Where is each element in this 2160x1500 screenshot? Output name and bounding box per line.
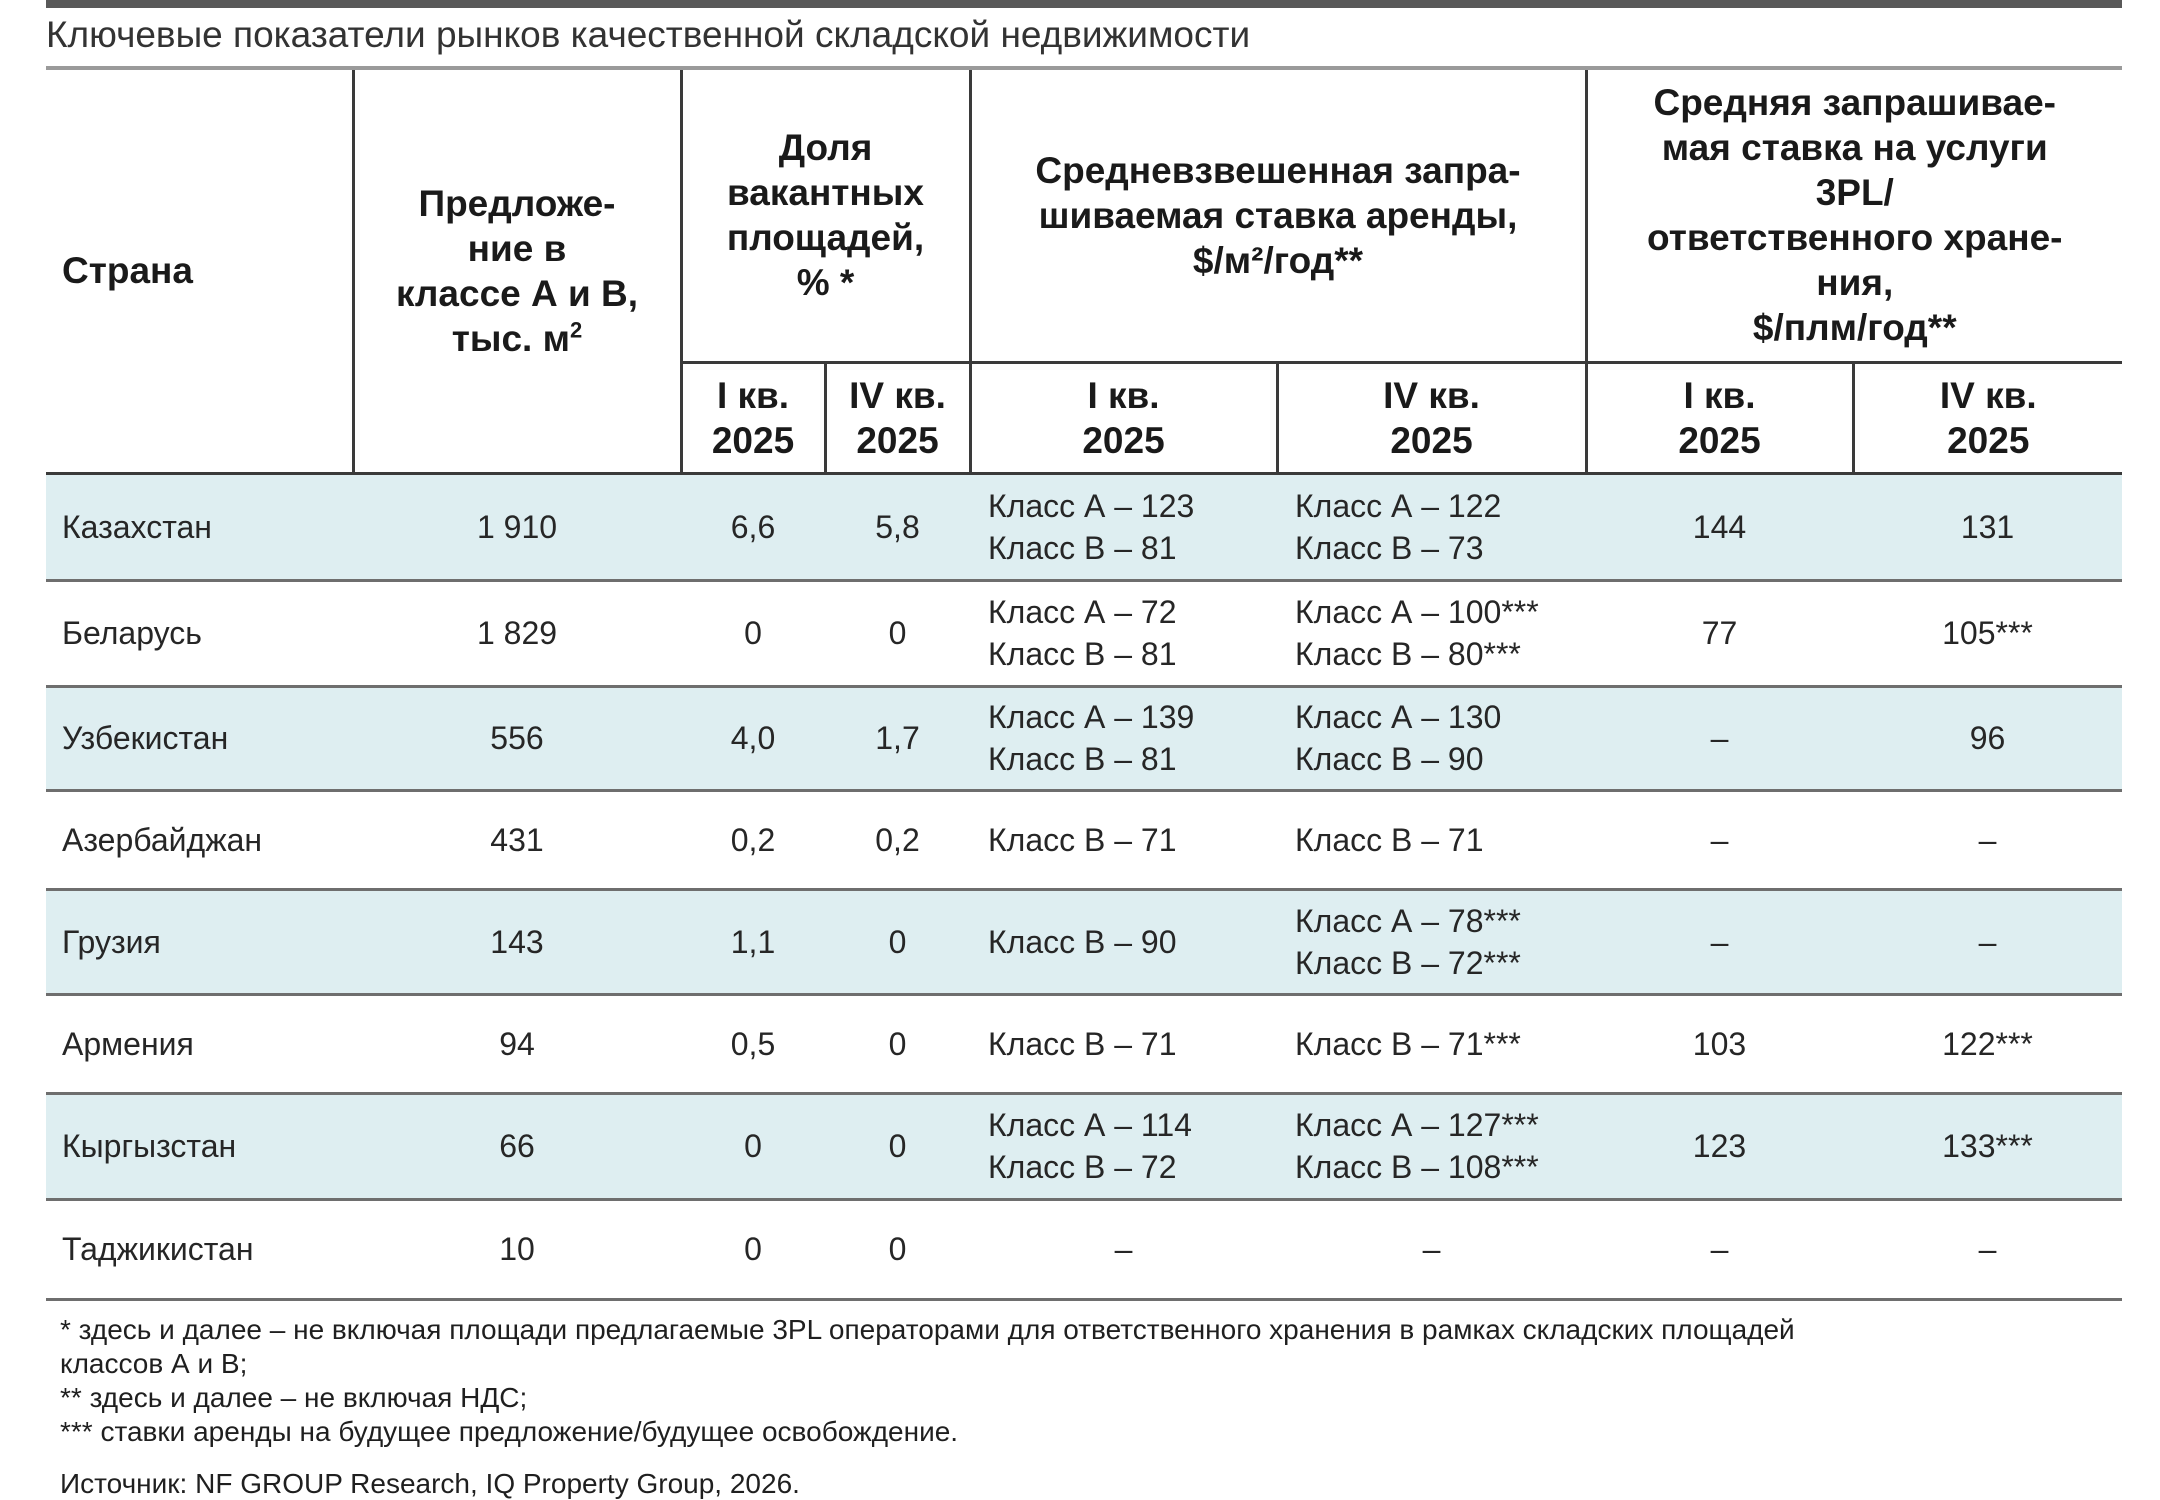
cell-rent-q1: Класс В – 71 — [970, 994, 1277, 1093]
table-row — [46, 889, 2122, 994]
cell-vacancy-q4: 1,7 — [825, 686, 970, 790]
table-row — [46, 580, 2122, 686]
table-row — [46, 790, 2122, 889]
cell-country: Грузия — [46, 889, 353, 994]
cell-rent-q4: Класс В – 71*** — [1277, 994, 1586, 1093]
cell-vacancy-q4: 0,2 — [825, 790, 970, 889]
cell-supply: 556 — [353, 686, 681, 790]
cell-3pl-q4: – — [1853, 889, 2122, 994]
table-row — [46, 686, 2122, 790]
header-vacancy-q1: I кв. 2025 — [681, 362, 825, 473]
cell-vacancy-q1: 0 — [681, 580, 825, 686]
cell-vacancy-q1: 0,5 — [681, 994, 825, 1093]
cell-3pl-q4: 105*** — [1853, 580, 2122, 686]
table-row — [46, 1199, 2122, 1299]
cell-country: Узбекистан — [46, 686, 353, 790]
cell-rent-q1: Класс А – 72 Класс В – 81 — [970, 580, 1277, 686]
cell-3pl-q1: – — [1586, 889, 1853, 994]
footnotes — [60, 1313, 1795, 1449]
cell-vacancy-q4: 0 — [825, 994, 970, 1093]
cell-rent-q4: – — [1277, 1199, 1586, 1299]
cell-3pl-q1: 144 — [1586, 473, 1853, 580]
cell-vacancy-q4: 0 — [825, 1199, 970, 1299]
cell-vacancy-q1: 0 — [681, 1093, 825, 1199]
table-row — [46, 473, 2122, 580]
cell-vacancy-q4: 5,8 — [825, 473, 970, 580]
footnote: * здесь и далее – не включая площади предлагаемые 3PL операторами для ответственного хранения в рамках складских площадей — [60, 1314, 1795, 1345]
cell-3pl-q1: 103 — [1586, 994, 1853, 1093]
market-indicators-table — [46, 70, 2122, 1301]
cell-vacancy-q4: 0 — [825, 889, 970, 994]
cell-3pl-q4: – — [1853, 1199, 2122, 1299]
header-3pl-q4: IV кв. 2025 — [1853, 362, 2122, 473]
cell-vacancy-q1: 0 — [681, 1199, 825, 1299]
table-row — [46, 994, 2122, 1093]
cell-rent-q4: Класс А – 100*** Класс В – 80*** — [1277, 580, 1586, 686]
cell-supply: 143 — [353, 889, 681, 994]
cell-rent-q4: Класс А – 78*** Класс В – 72*** — [1277, 889, 1586, 994]
cell-3pl-q1: – — [1586, 1199, 1853, 1299]
cell-vacancy-q1: 4,0 — [681, 686, 825, 790]
cell-rent-q1: Класс А – 114 Класс В – 72 — [970, 1093, 1277, 1199]
cell-rent-q4: Класс А – 127*** Класс В – 108*** — [1277, 1093, 1586, 1199]
cell-country: Азербайджан — [46, 790, 353, 889]
cell-3pl-q4: 122*** — [1853, 994, 2122, 1093]
header-country: Страна — [46, 70, 353, 473]
cell-vacancy-q4: 0 — [825, 580, 970, 686]
cell-rent-q1: Класс В – 90 — [970, 889, 1277, 994]
header-rent: Средневзвешенная запра- шиваемая ставка аренды, $/м²/год** — [970, 70, 1586, 362]
cell-3pl-q4: – — [1853, 790, 2122, 889]
cell-rent-q4: Класс А – 130 Класс В – 90 — [1277, 686, 1586, 790]
cell-vacancy-q1: 6,6 — [681, 473, 825, 580]
cell-supply: 94 — [353, 994, 681, 1093]
cell-rent-q1: Класс А – 123 Класс В – 81 — [970, 473, 1277, 580]
cell-country: Армения — [46, 994, 353, 1093]
cell-supply: 10 — [353, 1199, 681, 1299]
cell-3pl-q1: 77 — [1586, 580, 1853, 686]
footnote: ** здесь и далее – не включая НДС; — [60, 1382, 528, 1413]
cell-supply: 1 910 — [353, 473, 681, 580]
header-rent-q4: IV кв. 2025 — [1277, 362, 1586, 473]
cell-supply: 431 — [353, 790, 681, 889]
cell-supply: 66 — [353, 1093, 681, 1199]
footnote: *** ставки аренды на будущее предложение/будущее освобождение. — [60, 1416, 959, 1447]
cell-vacancy-q1: 1,1 — [681, 889, 825, 994]
cell-3pl-q4: 96 — [1853, 686, 2122, 790]
cell-3pl-q4: 133*** — [1853, 1093, 2122, 1199]
cell-rent-q4: Класс А – 122 Класс В – 73 — [1277, 473, 1586, 580]
cell-vacancy-q4: 0 — [825, 1093, 970, 1199]
cell-rent-q1: Класс А – 139 Класс В – 81 — [970, 686, 1277, 790]
cell-rent-q1: Класс В – 71 — [970, 790, 1277, 889]
cell-country: Кыргызстан — [46, 1093, 353, 1199]
cell-3pl-q1: 123 — [1586, 1093, 1853, 1199]
cell-vacancy-q1: 0,2 — [681, 790, 825, 889]
cell-3pl-q1: – — [1586, 686, 1853, 790]
cell-rent-q4: Класс В – 71 — [1277, 790, 1586, 889]
top-bar — [46, 0, 2122, 8]
source-note: Источник: NF GROUP Research, IQ Property Group, 2026. — [60, 1468, 800, 1499]
cell-country: Беларусь — [46, 580, 353, 686]
table-title: Ключевые показатели рынков качественной складской недвижимости — [46, 14, 1251, 55]
header-vacancy: Доля вакантных площадей, % * — [681, 70, 970, 362]
cell-country: Таджикистан — [46, 1199, 353, 1299]
header-3pl: Средняя запрашивае- мая ставка на услуги 3PL/ ответственного хране- ния, $/плм/год** — [1586, 70, 2122, 362]
header-supply: Предложе- ние в классе А и В, тыс. $м^2$ — [353, 70, 681, 473]
cell-supply: 1 829 — [353, 580, 681, 686]
header-vacancy-q4: IV кв. 2025 — [825, 362, 970, 473]
table-row — [46, 1093, 2122, 1199]
cell-rent-q1: – — [970, 1199, 1277, 1299]
header-3pl-q1: I кв. 2025 — [1586, 362, 1853, 473]
footnote: классов А и В; — [60, 1348, 248, 1379]
cell-3pl-q4: 131 — [1853, 473, 2122, 580]
cell-3pl-q1: – — [1586, 790, 1853, 889]
cell-country: Казахстан — [46, 473, 353, 580]
header-rent-q1: I кв. 2025 — [970, 362, 1277, 473]
